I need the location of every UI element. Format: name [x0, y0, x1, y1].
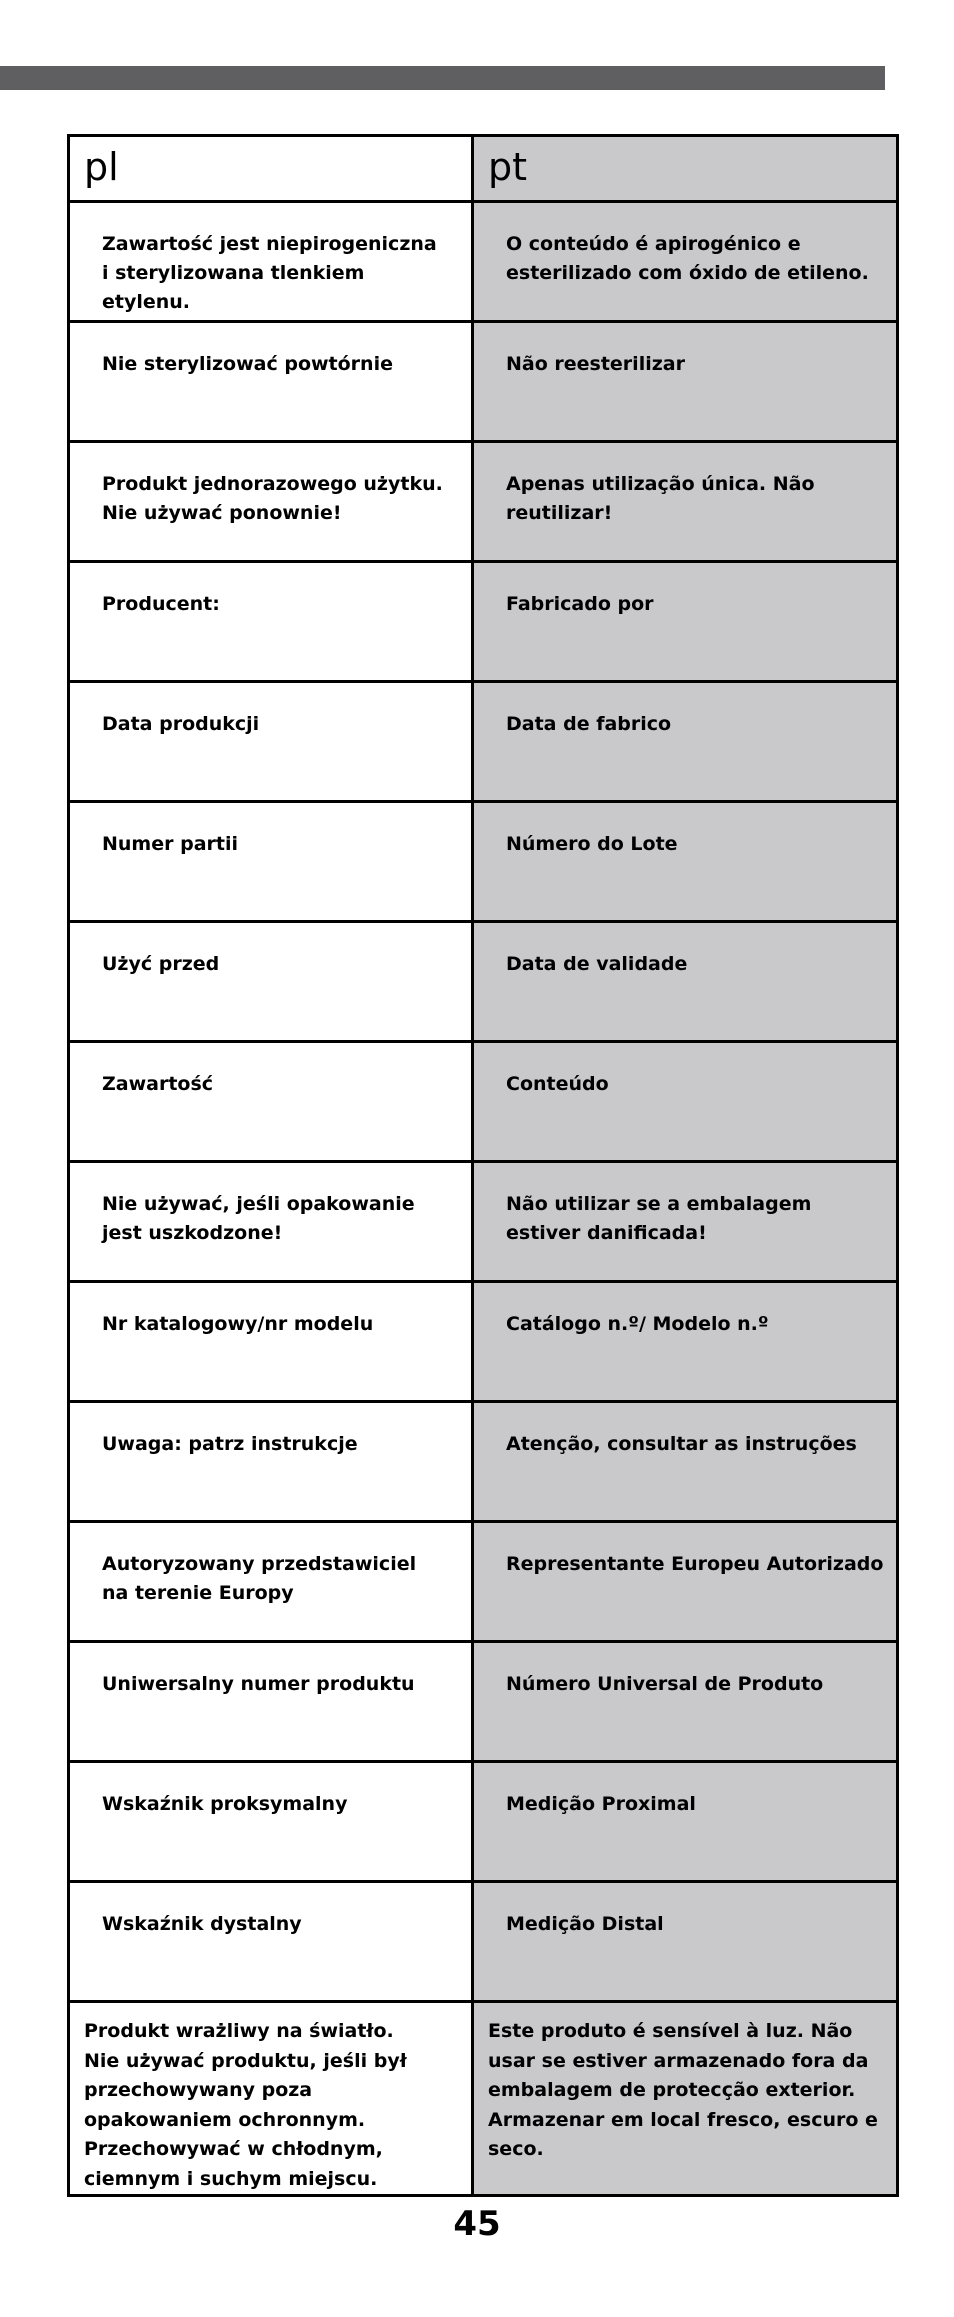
pl-cell: Numer partii — [69, 802, 473, 922]
pt-cell: Data de fabrico — [473, 682, 898, 802]
pt-cell: Conteúdo — [473, 1042, 898, 1162]
pt-cell: Data de validade — [473, 922, 898, 1042]
language-code-pl: pl — [69, 136, 473, 202]
table-row — [69, 202, 898, 322]
pl-cell: Nie używać, jeśli opakowanie jest uszkodzone! — [69, 1162, 473, 1282]
table-row — [69, 322, 898, 442]
pl-cell: Wskaźnik dystalny — [69, 1882, 473, 2002]
pt-cell: Fabricado por — [473, 562, 898, 682]
table-row — [69, 1042, 898, 1162]
pl-cell: Data produkcji — [69, 682, 473, 802]
table-row — [69, 562, 898, 682]
pt-cell: Não reesterilizar — [473, 322, 898, 442]
pl-cell: Zawartość — [69, 1042, 473, 1162]
pt-cell: Número do Lote — [473, 802, 898, 922]
pt-light-warning-line: Este produto é sensível à luz. Não usar se estiver armazenado fora da embalagem de protecção exterior. Armazenar em local fresco, escuro e seco. — [488, 2020, 878, 2160]
pt-cell: Atenção, consultar as instruções — [473, 1402, 898, 1522]
table-row — [69, 802, 898, 922]
pl-cell: Nr katalogowy/nr modelu — [69, 1282, 473, 1402]
table-row — [69, 1642, 898, 1762]
page-number: 45 — [453, 2204, 501, 2244]
pt-cell: Catálogo n.º/ Modelo n.º — [473, 1282, 898, 1402]
table-row — [69, 442, 898, 562]
table-row — [69, 1282, 898, 1402]
table-row — [69, 1522, 898, 1642]
table-row — [69, 1762, 898, 1882]
pt-cell: Apenas utilização única. Não reutilizar! — [473, 442, 898, 562]
language-header-row — [69, 136, 898, 202]
pl-cell: Zawartość jest niepirogeniczna i sterylizowana tlenkiem etylenu. — [69, 202, 473, 322]
pt-cell: Representante Europeu Autorizado — [473, 1522, 898, 1642]
light-sensitivity-row — [69, 2002, 898, 2196]
pl-cell: Nie sterylizować powtórnie — [69, 322, 473, 442]
pt-light-warning — [473, 2002, 898, 2196]
pt-cell: O conteúdo é apirogénico e esterilizado com óxido de etileno. — [473, 202, 898, 322]
pl-light-warning-line: Nie używać produktu, jeśli był przechowywany poza opakowaniem ochronnym. Przechowywać w chłodnym, ciemnym i suchym miejscu. — [84, 2049, 407, 2190]
pl-cell: Użyć przed — [69, 922, 473, 1042]
pl-light-warning — [69, 2002, 473, 2196]
header-bar — [0, 66, 885, 90]
pt-cell: Medição Distal — [473, 1882, 898, 2002]
pl-cell: Uniwersalny numer produktu — [69, 1642, 473, 1762]
table-row — [69, 1162, 898, 1282]
pt-cell: Número Universal de Produto — [473, 1642, 898, 1762]
pl-cell: Autoryzowany przedstawiciel na terenie Europy — [69, 1522, 473, 1642]
pt-cell: Não utilizar se a embalagem estiver danificada! — [473, 1162, 898, 1282]
pl-cell: Produkt jednorazowego użytku. Nie używać ponownie! — [69, 442, 473, 562]
table-row — [69, 682, 898, 802]
pl-cell: Producent: — [69, 562, 473, 682]
pt-cell: Medição Proximal — [473, 1762, 898, 1882]
pl-cell: Wskaźnik proksymalny — [69, 1762, 473, 1882]
language-code-pt: pt — [473, 136, 898, 202]
table-row — [69, 922, 898, 1042]
table-row — [69, 1402, 898, 1522]
translation-table — [67, 134, 899, 2197]
table-row — [69, 1882, 898, 2002]
pl-cell: Uwaga: patrz instrukcje — [69, 1402, 473, 1522]
pl-light-warning-line: Produkt wrażliwy na światło. — [84, 2020, 394, 2042]
